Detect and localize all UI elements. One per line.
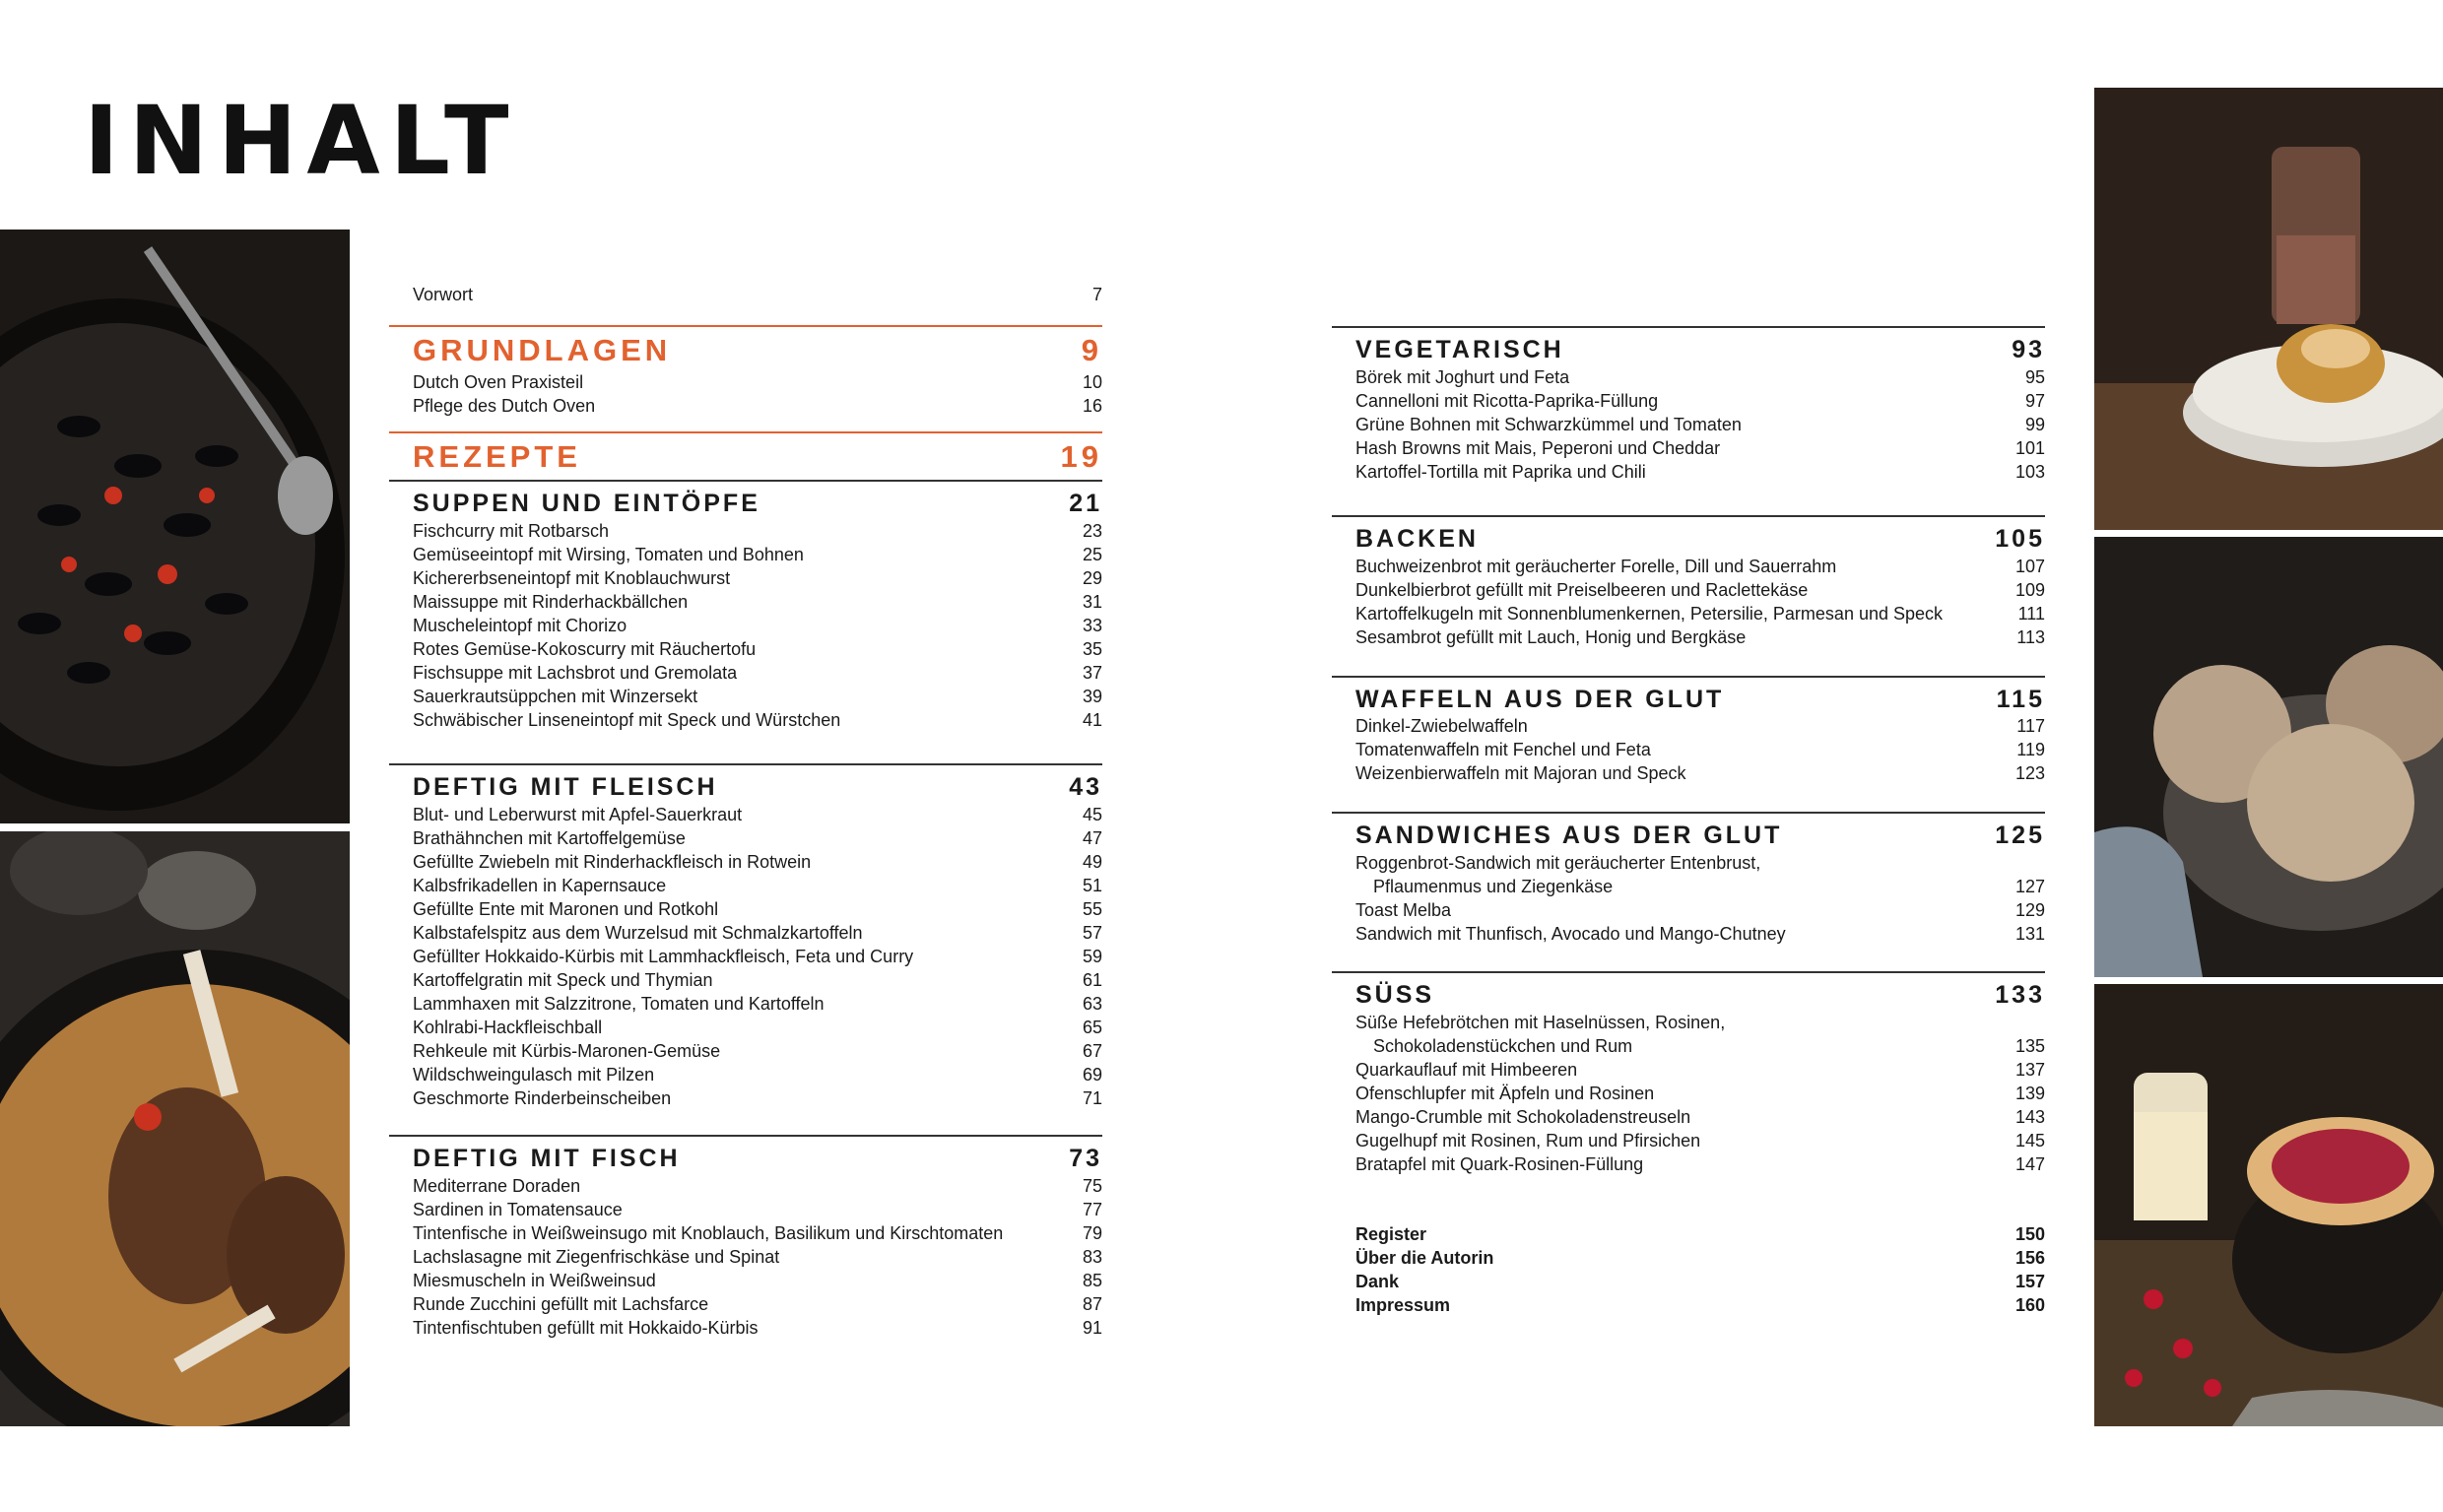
entry-page: 87 xyxy=(1082,1294,1102,1314)
entry-page: 10 xyxy=(1082,372,1102,392)
section-page: 9 xyxy=(1081,333,1102,367)
entry-title: Kartoffelkugeln mit Sonnenblumenkernen, Petersilie, Parmesan und Speck xyxy=(1355,604,1944,624)
entry-title: Kalbstafelspitz aus dem Wurzelsud mit Schmalzkartoffeln xyxy=(413,923,863,943)
section-sandwiches xyxy=(1332,812,2045,849)
entry-title: Maissuppe mit Rinderhackbällchen xyxy=(413,592,689,612)
toc-entry[interactable] xyxy=(1355,579,2045,601)
entry-page: 117 xyxy=(2016,716,2045,736)
toc-entry[interactable] xyxy=(413,709,1102,731)
entry-title: Gefüllte Zwiebeln mit Rinderhackfleisch in Rotwein xyxy=(413,852,812,872)
entry-page: 47 xyxy=(1082,828,1102,848)
entry-title: Tintenfischtuben gefüllt mit Hokkaido-Kürbis xyxy=(413,1318,759,1338)
entry-title: Pflaumenmus und Ziegenkäse xyxy=(1373,877,1614,896)
toc-entry[interactable] xyxy=(413,615,1102,636)
toc-entry[interactable] xyxy=(413,1317,1102,1339)
entry-title: Tomatenwaffeln mit Fenchel und Feta xyxy=(1355,740,1651,759)
entry-title: Runde Zucchini gefüllt mit Lachsfarce xyxy=(413,1294,709,1314)
toc-entry[interactable] xyxy=(1355,1012,2045,1033)
entry-title: Toast Melba xyxy=(1355,900,1452,920)
toc-entry[interactable] xyxy=(413,1246,1102,1268)
entry-page: 31 xyxy=(1082,592,1102,612)
toc-entry[interactable] xyxy=(413,567,1102,589)
entry-title: Kichererbseneintopf mit Knoblauchwurst xyxy=(413,568,731,588)
section-title: SUPPEN UND EINTÖPFE xyxy=(413,490,760,517)
toc-entry[interactable] xyxy=(413,638,1102,660)
entry-page: 65 xyxy=(1082,1018,1102,1037)
entry-page: 97 xyxy=(2024,391,2045,411)
section-heading[interactable] xyxy=(413,439,1102,475)
section-title: BACKEN xyxy=(1355,525,1479,553)
toc-entry[interactable] xyxy=(1355,1035,2045,1057)
section-suess xyxy=(1332,971,2045,1009)
entry-page: 23 xyxy=(1082,521,1102,541)
entry-page: 37 xyxy=(1082,663,1102,683)
entry-title: Cannelloni mit Ricotta-Paprika-Füllung xyxy=(1355,391,1659,411)
toc-entry[interactable] xyxy=(413,1175,1102,1197)
toc-entry[interactable] xyxy=(1355,603,2045,625)
entry-title: Grüne Bohnen mit Schwarzkümmel und Tomaten xyxy=(1355,415,1742,434)
entry-page: 49 xyxy=(1082,852,1102,872)
entry-page: 35 xyxy=(1082,639,1102,659)
entry-page: 127 xyxy=(2014,877,2045,896)
entry-title: Mango-Crumble mit Schokoladenstreuseln xyxy=(1355,1107,1691,1127)
entry-title: Lammhaxen mit Salzzitrone, Tomaten und Kartoffeln xyxy=(413,994,825,1014)
section-heading[interactable] xyxy=(1355,979,2045,1011)
entry-page: 75 xyxy=(1082,1176,1102,1196)
entry-title: Lachslasagne mit Ziegenfrischkäse und Spinat xyxy=(413,1247,780,1267)
section-vegetarisch xyxy=(1332,326,2045,363)
entry-title: Fischcurry mit Rotbarsch xyxy=(413,521,610,541)
toc-entry[interactable] xyxy=(1355,1271,2045,1292)
entry-title: Dutch Oven Praxisteil xyxy=(413,372,584,392)
entry-title: Sardinen in Tomatensauce xyxy=(413,1200,623,1219)
entry-page: 33 xyxy=(1082,616,1102,635)
entry-page: 59 xyxy=(1082,947,1102,966)
toc-entry[interactable] xyxy=(1355,899,2045,921)
toc-entry[interactable] xyxy=(1355,1294,2045,1316)
entry-title: Vorwort xyxy=(413,285,474,304)
entry-page: 41 xyxy=(1082,710,1102,730)
section-page: 93 xyxy=(2012,336,2045,363)
toc-entry[interactable] xyxy=(413,662,1102,684)
section-title: VEGETARISCH xyxy=(1355,336,1564,363)
toc-entry[interactable] xyxy=(1355,876,2045,897)
entry-page: 119 xyxy=(2016,740,2045,759)
section-page: 115 xyxy=(1996,686,2045,713)
entry-title: Gemüseeintopf mit Wirsing, Tomaten und Bohnen xyxy=(413,545,804,564)
toc-entry[interactable] xyxy=(413,827,1102,849)
entry-title: Hash Browns mit Mais, Peperoni und Cheddar xyxy=(1355,438,1721,458)
section-title: GRUNDLAGEN xyxy=(413,333,672,367)
page-title: INHALT xyxy=(84,86,519,196)
toc-entry[interactable] xyxy=(413,1293,1102,1315)
section-heading[interactable] xyxy=(1355,820,2045,851)
entry-title: Register xyxy=(1355,1224,1427,1244)
toc-entry[interactable] xyxy=(1355,1130,2045,1151)
entry-title: Dinkel-Zwiebelwaffeln xyxy=(1355,716,1528,736)
entry-title: Geschmorte Rinderbeinscheiben xyxy=(413,1088,672,1108)
entry-title: Pflege des Dutch Oven xyxy=(413,396,596,416)
entry-title: Wildschweingulasch mit Pilzen xyxy=(413,1065,655,1085)
toc-entry[interactable] xyxy=(1355,739,2045,760)
entry-page: 71 xyxy=(1082,1088,1102,1108)
entry-title: Mediterrane Doraden xyxy=(413,1176,581,1196)
section-page: 125 xyxy=(1995,822,2045,849)
entry-page: 83 xyxy=(1082,1247,1102,1267)
entry-title: Kohlrabi-Hackfleischball xyxy=(413,1018,603,1037)
entry-title: Brathähnchen mit Kartoffelgemüse xyxy=(413,828,686,848)
entry-page: 45 xyxy=(1082,805,1102,824)
bread-pudding-plate-photo xyxy=(2094,88,2443,530)
section-page: 19 xyxy=(1060,439,1102,474)
toc-entry[interactable] xyxy=(1355,556,2045,577)
toc-entry[interactable] xyxy=(413,1270,1102,1291)
entry-page: 103 xyxy=(2014,462,2045,482)
entry-page: 109 xyxy=(2014,580,2045,600)
raspberry-crumble-pot-photo xyxy=(2094,984,2443,1426)
entry-page: 99 xyxy=(2024,415,2045,434)
section-page: 105 xyxy=(1995,525,2045,553)
section-title: DEFTIG MIT FISCH xyxy=(413,1145,681,1172)
toc-entry[interactable] xyxy=(1355,852,2045,874)
toc-entry[interactable] xyxy=(1355,461,2045,483)
entry-page: 67 xyxy=(1082,1041,1102,1061)
entry-title: Schokoladenstückchen und Rum xyxy=(1373,1036,1633,1056)
section-title: DEFTIG MIT FLEISCH xyxy=(413,773,718,801)
entry-page: 137 xyxy=(2014,1060,2045,1080)
toc-entry[interactable] xyxy=(413,922,1102,944)
toc-entry[interactable] xyxy=(413,946,1102,967)
entry-page: 51 xyxy=(1082,876,1102,895)
entry-page: 16 xyxy=(1082,396,1102,416)
toc-entry[interactable] xyxy=(1355,414,2045,435)
toc-entry[interactable] xyxy=(1355,1247,2045,1269)
section-page: 73 xyxy=(1069,1145,1102,1172)
toc-entry[interactable] xyxy=(413,993,1102,1015)
entry-title: Gugelhupf mit Rosinen, Rum und Pfirsichen xyxy=(1355,1131,1701,1150)
entry-page: 143 xyxy=(2014,1107,2045,1127)
section-fleisch xyxy=(389,763,1102,801)
toc-entry[interactable] xyxy=(413,851,1102,873)
section-title: SANDWICHES AUS DER GLUT xyxy=(1355,822,1783,849)
toc-entry[interactable] xyxy=(1355,923,2045,945)
entry-page: 25 xyxy=(1082,545,1102,564)
toc-entry[interactable] xyxy=(413,591,1102,613)
toc-entry[interactable] xyxy=(413,804,1102,825)
entry-page: 85 xyxy=(1082,1271,1102,1290)
toc-entry[interactable] xyxy=(1355,762,2045,784)
section-title: SÜSS xyxy=(1355,981,1435,1009)
entry-page: 101 xyxy=(2014,438,2045,458)
entry-page: 91 xyxy=(1082,1318,1102,1338)
entry-title: Süße Hefebrötchen mit Haselnüssen, Rosinen, xyxy=(1355,1013,1726,1032)
entry-page: 7 xyxy=(1091,285,1102,304)
section-suppen xyxy=(389,480,1102,517)
toc-entry[interactable] xyxy=(413,544,1102,565)
toc-entry[interactable] xyxy=(1355,1106,2045,1128)
entry-page: 123 xyxy=(2014,763,2045,783)
entry-page: 29 xyxy=(1082,568,1102,588)
toc-entry[interactable] xyxy=(413,1040,1102,1062)
section-title: REZEPTE xyxy=(413,439,581,474)
entry-page: 39 xyxy=(1082,687,1102,706)
toc-entry[interactable] xyxy=(413,371,1102,393)
entry-title: Dunkelbierbrot gefüllt mit Preiselbeeren und Raclettekäse xyxy=(1355,580,1809,600)
toc-entry[interactable] xyxy=(413,395,1102,417)
entry-title: Quarkauflauf mit Himbeeren xyxy=(1355,1060,1578,1080)
toc-entry[interactable] xyxy=(1355,626,2045,648)
section-heading[interactable] xyxy=(1355,684,2045,715)
entry-page: 61 xyxy=(1082,970,1102,990)
section-title: WAFFELN AUS DER GLUT xyxy=(1355,686,1725,713)
entry-title: Rotes Gemüse-Kokoscurry mit Räuchertofu xyxy=(413,639,757,659)
section-page: 21 xyxy=(1069,490,1102,517)
entry-page: 69 xyxy=(1082,1065,1102,1085)
entry-title: Miesmuscheln in Weißweinsud xyxy=(413,1271,656,1290)
entry-title: Gefüllter Hokkaido-Kürbis mit Lammhackfleisch, Feta und Curry xyxy=(413,947,914,966)
entry-page: 55 xyxy=(1082,899,1102,919)
entry-title: Schwäbischer Linseneintopf mit Speck und Würstchen xyxy=(413,710,841,730)
entry-page: 95 xyxy=(2024,367,2045,387)
entry-page: 113 xyxy=(2016,627,2045,647)
entry-title: Sandwich mit Thunfisch, Avocado und Mango-Chutney xyxy=(1355,924,1786,944)
entry-title: Kalbsfrikadellen in Kapernsauce xyxy=(413,876,667,895)
entry-title: Sesambrot gefüllt mit Lauch, Honig und Bergkäse xyxy=(1355,627,1747,647)
lamb-shank-pot-photo xyxy=(0,831,350,1426)
toc-entry[interactable] xyxy=(413,1199,1102,1220)
entry-page: 57 xyxy=(1082,923,1102,943)
toc-entry[interactable] xyxy=(413,686,1102,707)
entry-page: 150 xyxy=(2014,1224,2045,1244)
entry-page: 139 xyxy=(2014,1084,2045,1103)
entry-page: 147 xyxy=(2014,1154,2045,1174)
entry-title: Tintenfische in Weißweinsugo mit Knoblauch, Basilikum und Kirschtomaten xyxy=(413,1223,1004,1243)
entry-title: Sauerkrautsüppchen mit Winzersekt xyxy=(413,687,698,706)
toc-entry[interactable] xyxy=(413,520,1102,542)
entry-title: Börek mit Joghurt und Feta xyxy=(1355,367,1570,387)
entry-title: Über die Autorin xyxy=(1355,1248,1494,1268)
toc-entry[interactable] xyxy=(1355,390,2045,412)
entry-title: Bratapfel mit Quark-Rosinen-Füllung xyxy=(1355,1154,1644,1174)
entry-page: 107 xyxy=(2014,557,2045,576)
mussels-pot-photo xyxy=(0,230,350,823)
toc-entry[interactable] xyxy=(413,1087,1102,1109)
section-rezepte xyxy=(389,431,1102,474)
entry-title: Kartoffelgratin mit Speck und Thymian xyxy=(413,970,713,990)
toc-entry[interactable] xyxy=(413,875,1102,896)
toc-entry[interactable] xyxy=(1355,1153,2045,1175)
entry-title: Buchweizenbrot mit geräucherter Forelle, Dill und Sauerrahm xyxy=(1355,557,1837,576)
toc-entry[interactable] xyxy=(413,1064,1102,1085)
entry-title: Weizenbierwaffeln mit Majoran und Speck xyxy=(1355,763,1686,783)
entry-page: 160 xyxy=(2014,1295,2045,1315)
section-fisch xyxy=(389,1135,1102,1172)
section-heading[interactable] xyxy=(413,488,1102,519)
entry-title: Muscheleintopf mit Chorizo xyxy=(413,616,627,635)
entry-title: Roggenbrot-Sandwich mit geräucherter Entenbrust, xyxy=(1355,853,1761,873)
section-heading[interactable] xyxy=(413,1143,1102,1174)
section-heading[interactable] xyxy=(1355,523,2045,555)
entry-title: Impressum xyxy=(1355,1295,1451,1315)
entry-page: 156 xyxy=(2014,1248,2045,1268)
entry-page: 111 xyxy=(2017,604,2045,624)
entry-page: 129 xyxy=(2014,900,2045,920)
entry-page: 145 xyxy=(2014,1131,2045,1150)
entry-title: Rehkeule mit Kürbis-Maronen-Gemüse xyxy=(413,1041,721,1061)
entry-title: Blut- und Leberwurst mit Apfel-Sauerkraut xyxy=(413,805,743,824)
section-waffeln xyxy=(1332,676,2045,713)
toc-entry[interactable] xyxy=(413,1017,1102,1038)
entry-page: 135 xyxy=(2014,1036,2045,1056)
section-heading[interactable] xyxy=(413,333,1102,368)
toc-entry[interactable] xyxy=(413,1222,1102,1244)
entry-page: 157 xyxy=(2014,1272,2045,1291)
entry-page: 79 xyxy=(1082,1223,1102,1243)
toc-entry[interactable] xyxy=(1355,1223,2045,1245)
entry-title: Fischsuppe mit Lachsbrot und Gremolata xyxy=(413,663,738,683)
toc-entry[interactable] xyxy=(1355,1083,2045,1104)
section-backen xyxy=(1332,515,2045,553)
toc-entry[interactable] xyxy=(1355,1059,2045,1081)
section-heading[interactable] xyxy=(413,771,1102,803)
toc-entry[interactable] xyxy=(413,898,1102,920)
entry-title: Gefüllte Ente mit Maronen und Rotkohl xyxy=(413,899,719,919)
bread-rolls-basket-photo xyxy=(2094,537,2443,977)
entry-title: Dank xyxy=(1355,1272,1400,1291)
section-page: 43 xyxy=(1069,773,1102,801)
toc-entry-vorwort[interactable] xyxy=(413,284,1102,305)
section-page: 133 xyxy=(1995,981,2045,1009)
entry-page: 77 xyxy=(1082,1200,1102,1219)
toc-entry[interactable] xyxy=(1355,715,2045,737)
entry-page: 131 xyxy=(2014,924,2045,944)
entry-page: 63 xyxy=(1082,994,1102,1014)
section-heading[interactable] xyxy=(1355,334,2045,365)
toc-entry[interactable] xyxy=(413,969,1102,991)
entry-title: Ofenschlupfer mit Äpfeln und Rosinen xyxy=(1355,1084,1655,1103)
toc-entry[interactable] xyxy=(1355,437,2045,459)
toc-entry[interactable] xyxy=(1355,366,2045,388)
section-grundlagen xyxy=(389,325,1102,367)
entry-title: Kartoffel-Tortilla mit Paprika und Chili xyxy=(1355,462,1646,482)
